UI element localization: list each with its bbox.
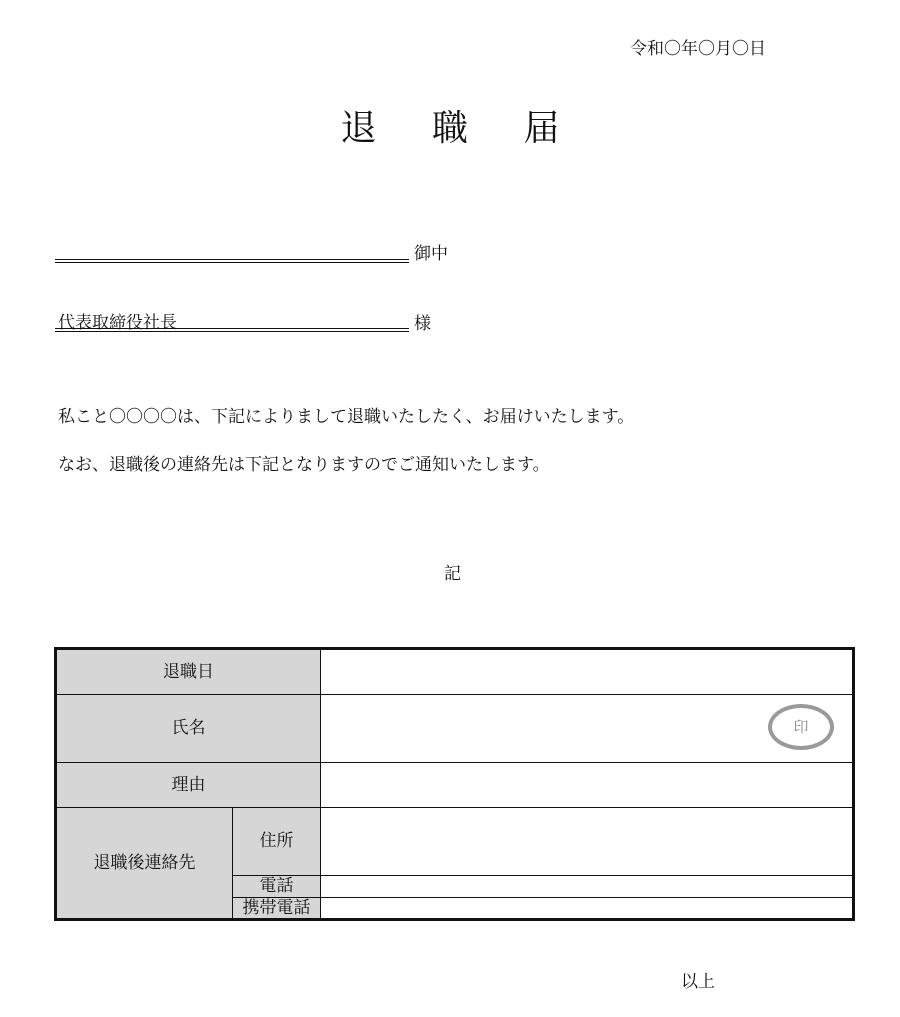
address-field[interactable] <box>321 808 854 876</box>
resignation-form-table <box>54 647 855 921</box>
title-char: 届 <box>523 108 560 149</box>
company-suffix: 御中 <box>414 244 448 264</box>
president-suffix: 様 <box>414 314 431 334</box>
president-title: 代表取締役社長 <box>58 313 177 333</box>
document-title <box>300 100 600 151</box>
mobile-phone-label: 携帯電話 <box>233 898 321 920</box>
name-label: 氏名 <box>56 695 321 763</box>
retirement-date-label: 退職日 <box>56 649 321 695</box>
table-row <box>56 649 854 695</box>
name-field[interactable] <box>321 695 854 763</box>
seal-label: 印 <box>793 717 809 736</box>
table-row <box>56 763 854 808</box>
body-line-2: なお、退職後の連絡先は下記となりますのでご通知いたします。 <box>58 455 550 475</box>
document-date: 令和〇年〇月〇日 <box>630 39 766 59</box>
mobile-phone-field[interactable] <box>321 898 854 920</box>
seal-stamp-icon <box>768 704 834 750</box>
contact-group-label: 退職後連絡先 <box>56 808 233 920</box>
closing-ijo: 以上 <box>681 972 715 992</box>
reason-field[interactable] <box>321 763 854 808</box>
phone-field[interactable] <box>321 876 854 898</box>
retirement-date-field[interactable] <box>321 649 854 695</box>
ki-heading: 記 <box>444 564 461 584</box>
reason-label: 理由 <box>56 763 321 808</box>
title-char: 職 <box>431 108 468 149</box>
president-name-line <box>55 328 409 332</box>
address-label: 住所 <box>233 808 321 876</box>
body-line-1: 私こと〇〇〇〇は、下記によりまして退職いたしたく、お届けいたします。 <box>58 407 635 427</box>
company-name-line <box>55 259 409 263</box>
table-row <box>56 808 854 876</box>
table-row <box>56 695 854 763</box>
title-char: 退 <box>340 108 377 149</box>
phone-label: 電話 <box>233 876 321 898</box>
